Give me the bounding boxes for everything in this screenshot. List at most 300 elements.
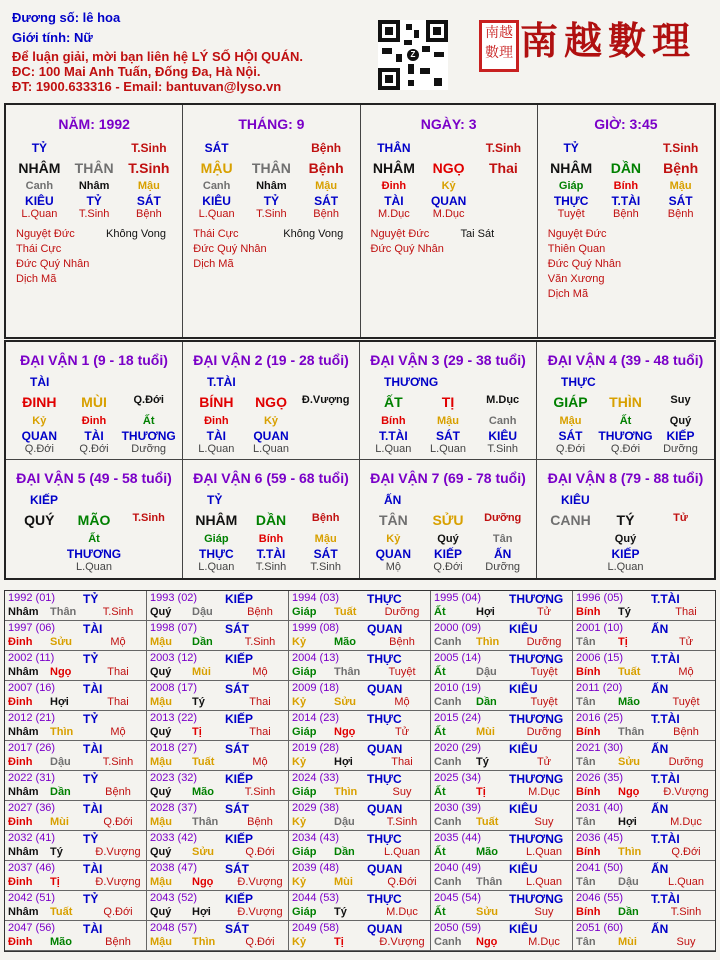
- year-pillar-row: [147, 876, 288, 888]
- year-cell[interactable]: [5, 591, 147, 621]
- year-cell[interactable]: [431, 771, 573, 801]
- life-stage-row: [537, 561, 714, 575]
- life-stage: Dưỡng: [485, 561, 521, 573]
- life-stage: Q.Đới: [24, 443, 54, 455]
- dai-van-stem-branch-row: [183, 394, 359, 410]
- year-pillar-row: [289, 666, 430, 678]
- star-list: [361, 228, 537, 298]
- year-pillar-row: [5, 936, 146, 948]
- hidden-god: SÁT: [668, 194, 693, 208]
- ten-god-label: T.Sinh: [131, 141, 167, 155]
- year-label: 2006 (15): [576, 652, 624, 664]
- year-life-stage: Đ.Vượng: [237, 876, 283, 888]
- qr-code[interactable]: [378, 20, 448, 90]
- year-pillar-row: [5, 756, 146, 768]
- year-pillar-row: [431, 696, 572, 708]
- khong-vong-label: Không Vong: [106, 228, 166, 240]
- hidden-god: T.TÀI: [256, 547, 286, 561]
- year-label: 2047 (56): [8, 922, 56, 934]
- year-life-stage: Bệnh: [105, 786, 131, 798]
- year-life-stage: L.Quan: [525, 846, 563, 858]
- year-ten-god: SÁT: [225, 802, 249, 816]
- year-stem: Đinh: [8, 756, 33, 768]
- year-life-stage: Tuyệt: [672, 696, 700, 708]
- hidden-stem: Đinh: [204, 415, 229, 427]
- year-ten-god: KIẾP: [225, 772, 254, 786]
- year-life-stage: Mộ: [110, 726, 126, 738]
- year-stem: Quý: [150, 906, 172, 918]
- year-stem: Canh: [434, 696, 462, 708]
- year-stem: Giáp: [292, 606, 317, 618]
- year-label: 2027 (36): [8, 802, 56, 814]
- year-stem: Đinh: [8, 816, 33, 828]
- year-cell[interactable]: [573, 891, 715, 921]
- year-cell[interactable]: [573, 741, 715, 771]
- year-cell[interactable]: [289, 681, 431, 711]
- life-stage: T.Sinh: [256, 208, 287, 220]
- hidden-gods-row: [6, 194, 182, 208]
- stem-branch-text: NGỌ: [255, 394, 287, 410]
- year-branch: Tý: [50, 846, 63, 858]
- hidden-stem: Canh: [202, 180, 231, 192]
- dai-van-cell[interactable]: [6, 342, 183, 460]
- hidden-god: KIÊU: [488, 429, 518, 443]
- year-ten-god: THỰC: [367, 592, 402, 606]
- hidden-gods-row: [538, 194, 714, 208]
- year-cell[interactable]: [573, 621, 715, 651]
- hidden-stem: Giáp: [558, 180, 584, 192]
- year-pillar-row: [573, 876, 715, 888]
- stem-branch-text: Tử: [673, 512, 688, 524]
- hidden-stems-row: [537, 533, 714, 547]
- year-cell[interactable]: [147, 921, 289, 951]
- year-ten-god: THỰC: [367, 652, 402, 666]
- stem-branch-text: Thai: [488, 160, 518, 176]
- life-stage: T.Sinh: [78, 208, 110, 220]
- year-cell[interactable]: [5, 741, 147, 771]
- year-cell[interactable]: [147, 861, 289, 891]
- year-cell[interactable]: [431, 891, 573, 921]
- year-ten-god: QUAN: [367, 622, 403, 636]
- year-label: 2004 (13): [292, 652, 340, 664]
- year-ten-god: TỶ: [83, 892, 99, 906]
- year-cell[interactable]: [289, 831, 431, 861]
- year-branch: Tý: [334, 906, 347, 918]
- year-cell[interactable]: [5, 831, 147, 861]
- year-cell[interactable]: [573, 861, 715, 891]
- year-label: 2037 (46): [8, 862, 56, 874]
- year-ten-god: SÁT: [225, 922, 249, 936]
- life-stage: [476, 208, 531, 222]
- hidden-stem: Ất: [88, 533, 100, 545]
- star-item: Thiên Quan: [547, 243, 606, 255]
- year-branch: Sửu: [50, 636, 73, 648]
- stem-branch-text: NHÂM: [195, 512, 238, 528]
- ten-god-label: TỶ: [563, 141, 579, 155]
- year-label: 2012 (21): [8, 712, 56, 724]
- hidden-god: KIẾP: [666, 429, 695, 443]
- ten-god-label: T.Sinh: [485, 141, 522, 155]
- year-life-stage: Bệnh: [247, 606, 273, 618]
- year-ten-god: THƯƠNG: [509, 832, 564, 846]
- year-ten-god: KIÊU: [509, 922, 538, 936]
- year-branch: Mùi: [618, 936, 637, 948]
- dai-van-title: ĐẠI VẬN 2 (19 - 28 tuổi): [193, 352, 349, 368]
- year-cell[interactable]: [147, 831, 289, 861]
- stem-branch-text: ẤT: [384, 394, 403, 410]
- dai-van-ten-god: THƯƠNG: [384, 375, 439, 389]
- year-branch: Dần: [618, 906, 639, 918]
- year-cell[interactable]: [289, 771, 431, 801]
- hidden-stems-row: [538, 180, 714, 194]
- year-pillar-row: [147, 636, 288, 648]
- year-label: 1995 (04): [434, 592, 482, 604]
- year-label: 2038 (47): [150, 862, 198, 874]
- year-ten-god: KIÊU: [509, 742, 538, 756]
- year-life-stage: Q.Đới: [245, 846, 275, 858]
- khong-vong-label: Tai Sát: [460, 228, 495, 240]
- year-ten-god: ẤN: [651, 742, 669, 756]
- life-stage: Q.Đới: [610, 443, 641, 455]
- dai-van-ten-god: T.TÀI: [207, 375, 236, 389]
- year-life-stage: Suy: [534, 816, 554, 828]
- stem-branch-text: THÂN: [74, 160, 114, 176]
- year-pillar-row: [289, 936, 430, 948]
- year-pillar-row: [289, 876, 430, 888]
- year-life-stage: Suy: [392, 786, 412, 798]
- qr-center-mark: Z: [407, 49, 419, 61]
- year-stem: Kỷ: [292, 636, 307, 648]
- header: [0, 0, 720, 100]
- year-life-stage: Tuyệt: [530, 666, 558, 678]
- year-ten-god: SÁT: [225, 622, 249, 636]
- year-stem: Giáp: [292, 786, 317, 798]
- year-ten-god: TỶ: [83, 592, 99, 606]
- year-branch: Mùi: [192, 666, 211, 678]
- stem-branch-text: SỬU: [432, 512, 464, 528]
- year-label: 2035 (44): [434, 832, 482, 844]
- dai-van-stem-branch-row: [6, 512, 182, 528]
- year-cell[interactable]: [289, 711, 431, 741]
- year-label: 2033 (42): [150, 832, 198, 844]
- khong-vong-label: Không Vong: [283, 228, 344, 240]
- year-cell[interactable]: [573, 591, 715, 621]
- pillar-column: [538, 105, 714, 337]
- brand-logo: 南越數理: [520, 18, 697, 63]
- hidden-god: TỶ: [86, 194, 102, 208]
- year-branch: Mão: [334, 636, 356, 648]
- year-cell[interactable]: [431, 831, 573, 861]
- year-pillar-row: [431, 906, 572, 918]
- year-cell[interactable]: [289, 651, 431, 681]
- year-ten-god: T.TÀI: [651, 772, 680, 786]
- year-cell[interactable]: [289, 591, 431, 621]
- hidden-stem: Mậu: [137, 180, 160, 192]
- year-cell[interactable]: [5, 651, 147, 681]
- year-cell[interactable]: [147, 681, 289, 711]
- year-stem: Canh: [434, 756, 462, 768]
- hidden-gods-row: [360, 429, 536, 443]
- star-item: Đức Quý Nhân: [370, 243, 444, 255]
- year-label: 2036 (45): [576, 832, 624, 844]
- star-item: Đức Quý Nhân: [547, 258, 622, 270]
- year-stem: Mậu: [150, 936, 172, 948]
- year-branch: Mùi: [50, 816, 69, 828]
- year-branch: Thân: [334, 666, 361, 678]
- year-life-stage: Mộ: [110, 636, 126, 648]
- year-label: 2020 (29): [434, 742, 482, 754]
- year-stem: Mậu: [150, 696, 172, 708]
- year-life-stage: M.Dục: [670, 816, 702, 828]
- dai-van-cell[interactable]: [537, 342, 714, 460]
- seal-stamp: 南越數理: [479, 20, 519, 72]
- hidden-stem: [476, 180, 531, 194]
- year-cell[interactable]: [431, 591, 573, 621]
- pillar-column: [361, 105, 538, 337]
- year-life-stage: Đ.Vượng: [663, 786, 709, 798]
- hidden-stem: Kỷ: [441, 180, 456, 192]
- year-stem: Ất: [434, 606, 446, 618]
- year-cell[interactable]: [5, 621, 147, 651]
- star-item: Đức Quý Nhân: [16, 258, 90, 270]
- year-ten-god: TÀI: [83, 622, 103, 636]
- year-label: 2016 (25): [576, 712, 624, 724]
- hidden-god: THƯƠNG: [598, 429, 653, 443]
- year-stem: Nhâm: [8, 786, 39, 798]
- year-cell[interactable]: [5, 711, 147, 741]
- year-cell[interactable]: [431, 861, 573, 891]
- pillar-title: THÁNG: 9: [238, 116, 305, 132]
- year-cell[interactable]: [431, 651, 573, 681]
- dai-van-stem-branch-row: [537, 512, 714, 528]
- year-cell[interactable]: [431, 921, 573, 951]
- year-cell[interactable]: [5, 801, 147, 831]
- year-stem: Quý: [150, 606, 172, 618]
- hidden-god: QUAN: [375, 547, 411, 561]
- year-cell[interactable]: [289, 801, 431, 831]
- year-cell[interactable]: [573, 771, 715, 801]
- dai-van-cell[interactable]: [183, 460, 360, 578]
- hidden-god: THƯƠNG: [66, 547, 122, 561]
- year-pillar-row: [573, 906, 715, 918]
- year-ten-god: THƯƠNG: [509, 772, 564, 786]
- year-pillar-row: [289, 786, 430, 798]
- hidden-stems-row: [360, 533, 536, 547]
- hidden-god: QUAN: [21, 429, 57, 443]
- life-stage: [653, 561, 708, 575]
- year-label: 2010 (19): [434, 682, 482, 694]
- year-stem: Đinh: [8, 696, 33, 708]
- dai-van-cell[interactable]: [360, 460, 537, 578]
- year-cell[interactable]: [147, 891, 289, 921]
- year-cell[interactable]: [289, 921, 431, 951]
- year-stem: Bính: [576, 846, 601, 858]
- year-cell[interactable]: [147, 651, 289, 681]
- hidden-stem: Quý: [669, 415, 692, 427]
- year-label: 2019 (28): [292, 742, 340, 754]
- ten-god-label: [244, 141, 299, 155]
- year-cell[interactable]: [147, 711, 289, 741]
- hidden-god: [543, 547, 598, 561]
- stem-branch-text: NHÂM: [18, 160, 61, 176]
- hidden-god: [12, 547, 67, 561]
- year-branch: Tý: [476, 756, 489, 768]
- year-stem: Canh: [434, 636, 462, 648]
- year-stem: Quý: [150, 726, 172, 738]
- year-branch: Ngọ: [192, 876, 214, 888]
- hidden-god: TỶ: [263, 194, 280, 208]
- year-cell[interactable]: [147, 771, 289, 801]
- year-life-stage: Thai: [107, 696, 129, 708]
- year-branch: Tị: [50, 876, 60, 888]
- year-branch: Mùi: [334, 876, 353, 888]
- dai-van-cell[interactable]: [6, 460, 183, 578]
- year-stem: Nhâm: [8, 846, 39, 858]
- phone-email[interactable]: ĐT: 1900.633316 - Email: bantuvan@lyso.vn: [12, 79, 282, 94]
- year-cell[interactable]: [147, 591, 289, 621]
- year-pillar-row: [5, 906, 146, 918]
- year-branch: Thân: [192, 816, 219, 828]
- year-life-stage: Q.Đới: [103, 816, 133, 828]
- hidden-stem: Bính: [613, 180, 639, 192]
- year-life-stage: Tuyệt: [388, 666, 416, 678]
- year-pillar-row: [289, 606, 430, 618]
- year-life-stage: Thai: [249, 696, 271, 708]
- year-cell[interactable]: [5, 891, 147, 921]
- dai-van-cell[interactable]: [537, 460, 714, 578]
- year-stem: Giáp: [292, 906, 317, 918]
- pillar-ten-god-row: [361, 141, 537, 155]
- year-life-stage: T.Sinh: [386, 816, 418, 828]
- year-cell[interactable]: [147, 801, 289, 831]
- year-label: 2021 (30): [576, 742, 624, 754]
- stem-branch-text: MẬU: [200, 160, 233, 176]
- year-branch: Hợi: [476, 606, 495, 618]
- year-ten-god: THỰC: [367, 712, 402, 726]
- year-cell[interactable]: [5, 771, 147, 801]
- year-cell[interactable]: [431, 711, 573, 741]
- year-life-stage: Mộ: [252, 756, 268, 768]
- year-ten-god: THỰC: [367, 832, 402, 846]
- year-branch: Mão: [476, 846, 498, 858]
- year-cell[interactable]: [431, 621, 573, 651]
- life-stage: [543, 561, 598, 575]
- hidden-god: [121, 547, 176, 561]
- hidden-god: KIÊU: [25, 194, 54, 208]
- hidden-stem: Canh: [25, 180, 54, 192]
- dai-van-cell[interactable]: [360, 342, 537, 460]
- life-stage: T.Sinh: [487, 443, 518, 455]
- year-branch: Sửu: [192, 846, 215, 858]
- year-ten-god: TỶ: [83, 772, 99, 786]
- year-pillar-row: [289, 756, 430, 768]
- year-label: 2034 (43): [292, 832, 340, 844]
- year-cell[interactable]: [573, 651, 715, 681]
- year-branch: Tị: [334, 936, 344, 948]
- year-cell[interactable]: [289, 741, 431, 771]
- stem-branch-text: Bệnh: [663, 160, 699, 176]
- year-cell[interactable]: [147, 621, 289, 651]
- year-label: 2030 (39): [434, 802, 482, 814]
- hidden-stem: Mậu: [669, 180, 692, 192]
- year-branch: Tuất: [618, 666, 641, 678]
- hidden-stem: Kỷ: [386, 533, 401, 545]
- year-ten-god: T.TÀI: [651, 592, 680, 606]
- year-cell[interactable]: [573, 831, 715, 861]
- star-item: Dịch Mã: [16, 273, 57, 285]
- dai-van-cell[interactable]: [183, 342, 360, 460]
- year-life-stage: L.Quan: [525, 876, 563, 888]
- year-life-stage: Tử: [394, 726, 410, 738]
- year-cell[interactable]: [5, 861, 147, 891]
- year-cell[interactable]: [5, 681, 147, 711]
- stem-branch-text: MÃO: [77, 512, 111, 528]
- year-cell[interactable]: [147, 741, 289, 771]
- year-cell[interactable]: [431, 741, 573, 771]
- dai-van-ten-god: KIẾP: [30, 493, 59, 507]
- life-stage-row: [6, 443, 182, 457]
- year-cell[interactable]: [573, 681, 715, 711]
- year-cell[interactable]: [5, 921, 147, 951]
- year-cell[interactable]: [289, 891, 431, 921]
- year-pillar-row: [431, 606, 572, 618]
- year-cell[interactable]: [289, 621, 431, 651]
- year-life-stage: T.Sinh: [244, 786, 276, 798]
- year-ten-god: KIẾP: [225, 832, 254, 846]
- year-life-stage: T.Sinh: [244, 636, 276, 648]
- life-stage-row: [360, 561, 536, 575]
- year-pillar-row: [147, 846, 288, 858]
- year-cell[interactable]: [289, 861, 431, 891]
- hidden-gods-row: [537, 429, 714, 443]
- year-ten-god: SÁT: [225, 862, 249, 876]
- year-stem: Mậu: [150, 636, 172, 648]
- year-pillar-row: [5, 696, 146, 708]
- hidden-god: TÀI: [206, 429, 226, 443]
- stem-branch-text: Bệnh: [311, 512, 340, 524]
- hidden-stems-row: [361, 180, 537, 194]
- star-item: Nguyệt Đức: [547, 228, 607, 240]
- hidden-stem: Mậu: [315, 180, 338, 192]
- year-label: 2032 (41): [8, 832, 56, 844]
- year-ten-god: KIÊU: [509, 802, 538, 816]
- life-stage: M.Dục: [377, 208, 410, 220]
- pillar-title: GIỜ: 3:45: [594, 116, 658, 132]
- year-label: 2049 (58): [292, 922, 340, 934]
- hidden-god: [476, 194, 531, 208]
- year-branch: Thìn: [618, 846, 642, 858]
- hidden-stems-row: [183, 533, 359, 547]
- year-cell[interactable]: [573, 711, 715, 741]
- dai-van-ten-god: TÀI: [30, 375, 50, 389]
- hidden-stems-row: [6, 415, 182, 429]
- star-item: Đức Quý Nhân: [193, 243, 267, 255]
- year-stem: Tân: [576, 876, 596, 888]
- year-branch: Tị: [192, 726, 202, 738]
- year-cell[interactable]: [431, 801, 573, 831]
- year-life-stage: L.Quan: [383, 846, 421, 858]
- hidden-stem: Ất: [619, 415, 632, 427]
- year-cell[interactable]: [431, 681, 573, 711]
- year-label: 2051 (60): [576, 922, 624, 934]
- year-ten-god: KIẾP: [225, 592, 254, 606]
- year-label: 2005 (14): [434, 652, 482, 664]
- year-pillar-row: [573, 606, 715, 618]
- year-label: 2022 (31): [8, 772, 56, 784]
- year-cell[interactable]: [573, 801, 715, 831]
- year-cell[interactable]: [573, 921, 715, 951]
- hidden-god: SÁT: [313, 547, 338, 561]
